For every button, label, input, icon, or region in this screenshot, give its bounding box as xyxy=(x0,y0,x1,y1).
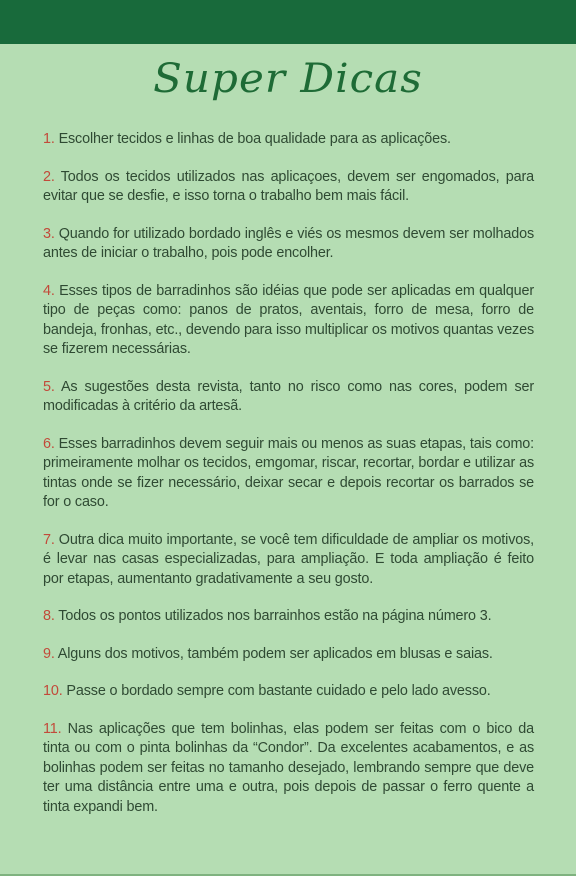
tip-number: 5. xyxy=(43,378,55,395)
tip-number: 6. xyxy=(43,435,55,452)
page-title: Super Dicas xyxy=(153,56,423,102)
tip-text: Passe o bordado sempre com bastante cuidado e pelo lado avesso. xyxy=(66,683,491,699)
tip-item xyxy=(43,607,534,627)
tip-text: Esses tipos de barradinhos são idéias que pode ser aplicadas em qualquer tipo de peças como: panos de pratos, aventais, forro de mesa, forro de bandeja, fronhas, etc., devendo para isso multiplicar os motivos quantas vezes se fizerem necessárias. xyxy=(43,282,534,357)
tip-number: 4. xyxy=(43,282,55,299)
tip-text: Esses barradinhos devem seguir mais ou menos as suas etapas, tais como: primeiramente molhar os tecidos, emgomar, riscar, recortar, bordar e utilizar as tintas onde se fizer necessário, deixar secar e depois recortar os barrados se for o caso. xyxy=(43,435,534,510)
tip-number: 11. xyxy=(43,720,62,737)
top-bar xyxy=(0,0,576,44)
tip-number: 1. xyxy=(43,131,55,147)
tip-text: Outra dica muito importante, se você tem dificuldade de ampliar os motivos, é levar nas casas especializadas, para ampliação. E toda ampliação é feito por etapas, aumentanto gradativamente a seu gosto. xyxy=(43,531,534,587)
tip-item xyxy=(43,435,534,513)
tip-item xyxy=(43,168,534,207)
tip-item xyxy=(43,225,534,264)
tip-item xyxy=(43,682,534,702)
tip-number: 9. xyxy=(43,645,55,662)
tip-item xyxy=(43,720,534,818)
tip-item xyxy=(43,645,534,665)
tip-text: Escolher tecidos e linhas de boa qualidade para as aplicações. xyxy=(58,131,451,147)
tip-number: 7. xyxy=(43,531,55,548)
tip-number: 10. xyxy=(43,683,63,699)
tip-text: Todos os pontos utilizados nos barrainhos estão na página número 3. xyxy=(58,608,492,624)
tip-number: 8. xyxy=(43,608,55,624)
tip-text: Todos os tecidos utilizados nas aplicaçoes, devem ser engomados, para evitar que se desfie, e isso torna o trabalho bem mais fácil. xyxy=(43,168,534,204)
tip-text: As sugestões desta revista, tanto no risco como nas cores, podem ser modificadas à critério da artesã. xyxy=(43,378,534,414)
tip-text: Nas aplicações que tem bolinhas, elas podem ser feitas com o bico da tinta ou com o pinta bolinhas da “Condor”. Da excelentes acabamentos, e as bolinhas podem ser feitas no tamanho desejado, lembrando sempre que deve ter uma distância entre uma e outra, pois depois de passar o ferro quente a tinta expandi bem. xyxy=(43,720,534,815)
tip-item xyxy=(43,130,534,150)
tip-item xyxy=(43,378,534,417)
tip-number: 3. xyxy=(43,225,55,242)
tip-number: 2. xyxy=(43,168,55,185)
tip-item xyxy=(43,531,534,590)
tip-item xyxy=(43,282,534,360)
tip-text: Alguns dos motivos, também podem ser aplicados em blusas e saias. xyxy=(57,645,493,662)
tips-list xyxy=(43,130,534,835)
tip-text: Quando for utilizado bordado inglês e viés os mesmos devem ser molhados antes de iniciar o trabalho, pois pode encolher. xyxy=(43,225,534,261)
